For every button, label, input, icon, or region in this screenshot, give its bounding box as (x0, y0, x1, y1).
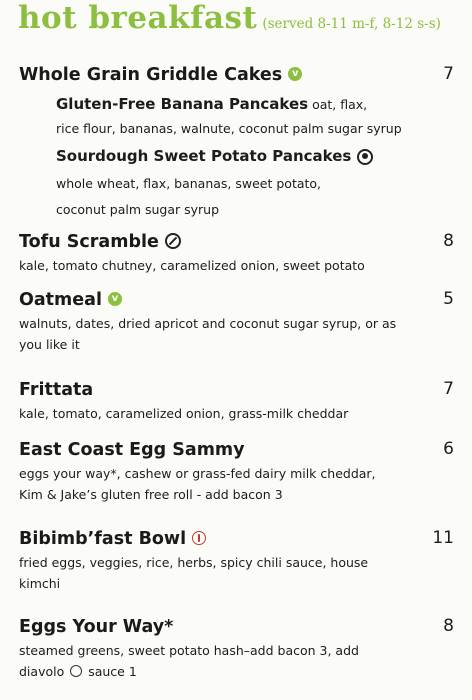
item-desc-line: fried eggs, veggies, rice, herbs, spicy chili sauce, house (19, 554, 369, 570)
subitem-gluten-free-banana-pancakes (56, 94, 442, 139)
subitem-desc-line: coconut palm sugar syrup (56, 202, 220, 217)
menu-item-frittata (19, 379, 454, 424)
item-price: 11 (432, 528, 454, 548)
item-desc-line-last (19, 661, 454, 682)
menu-item-eggs-your-way (19, 616, 454, 682)
item-desc-line: kimchi (19, 575, 61, 591)
menu-header (18, 0, 441, 36)
item-price: 7 (443, 379, 454, 399)
item-desc (19, 552, 454, 594)
spicy-icon (192, 531, 206, 545)
gluten-free-icon (357, 149, 373, 165)
subitem-desc-line: whole wheat, flax, bananas, sweet potato, (56, 176, 322, 191)
item-desc-line: walnuts, dates, dried apricot and coconut sugar syrup, or as (19, 315, 397, 331)
item-desc-fragment: diavolo (19, 663, 65, 679)
item-desc: kale, tomato, caramelized onion, grass-milk cheddar (19, 405, 349, 421)
subitem-desc: oat, flax, (312, 97, 368, 112)
item-name: Bibimb’fast Bowl (19, 528, 187, 549)
item-name: Oatmeal (19, 289, 102, 310)
item-desc-line: steamed greens, sweet potato hash–add bacon 3, add (19, 642, 359, 658)
item-desc-line: eggs your way*, cashew or grass-fed dairy milk cheddar, (19, 465, 376, 481)
section-subtitle: (served 8-11 m-f, 8-12 s-s) (262, 16, 441, 32)
item-price: 7 (443, 64, 454, 84)
item-name: Tofu Scramble (19, 231, 159, 252)
menu-item-oatmeal (19, 289, 454, 355)
item-desc (19, 313, 454, 355)
item-desc-line: Kim & Jake’s gluten free roll - add bacon 3 (19, 486, 283, 502)
item-price: 6 (443, 439, 454, 459)
item-price: 8 (443, 231, 454, 251)
item-desc (19, 463, 454, 505)
subitem-name: Gluten-Free Banana Pancakes (56, 95, 309, 113)
item-name: Whole Grain Griddle Cakes (19, 64, 283, 85)
subitem-desc-line: rice flour, bananas, walnute, coconut palm sugar syrup (56, 121, 402, 136)
section-title: hot breakfast (18, 0, 258, 36)
menu-item-egg-sammy (19, 439, 454, 505)
vegetarian-icon: v (288, 67, 302, 81)
item-name: East Coast Egg Sammy (19, 439, 245, 460)
item-desc: kale, tomato chutney, caramelized onion, sweet potato (19, 257, 365, 273)
vegan-icon (165, 233, 181, 249)
item-desc-fragment: sauce 1 (88, 663, 137, 679)
menu-item-tofu-scramble (19, 231, 454, 276)
item-price: 8 (443, 616, 454, 636)
item-name: Eggs Your Way* (19, 616, 174, 637)
item-price: 5 (443, 289, 454, 309)
item-desc-line: you like it (19, 336, 80, 352)
vegetarian-icon: v (108, 292, 122, 306)
menu-item-bibimbfast-bowl (19, 528, 454, 594)
diavolo-sauce-icon (70, 665, 82, 677)
item-desc (19, 640, 454, 682)
item-name: Frittata (19, 379, 94, 400)
subitem-sourdough-sweet-potato-pancakes (56, 146, 442, 220)
subitem-name: Sourdough Sweet Potato Pancakes (56, 147, 352, 165)
menu-item-griddle-cakes (19, 64, 454, 85)
